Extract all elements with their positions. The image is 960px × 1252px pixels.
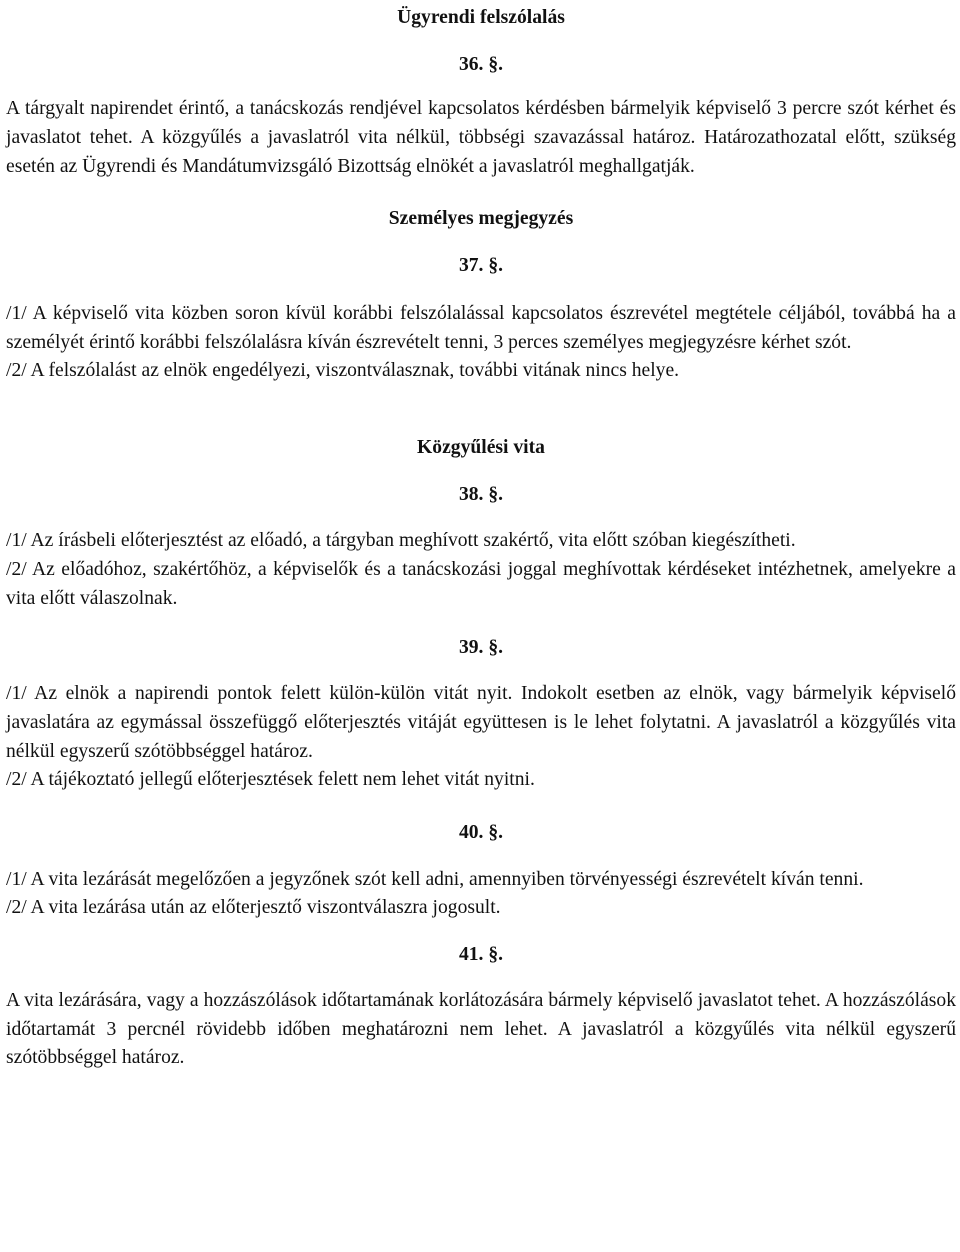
paragraph-37-2: /2/ A felszólalást az elnök engedélyezi, viszontválasznak, további vitának nincs helye.: [6, 360, 680, 382]
paragraph-39-1: /1/ Az elnök a napirendi pontok felett külön-külön vitát nyit. Indokolt esetben az elnök, vagy bármelyik képviselő javaslatára az egymással összefüggő előterjesztés vitáját együttesen is le lehet folytatni. A javaslatról a közgyűlés vita nélkül egyszerű szótöbbséggel határoz.: [6, 683, 956, 762]
paragraph-39-2: /2/ A tájékoztató jellegű előterjesztések felett nem lehet vitát nyitni.: [6, 769, 535, 791]
section-heading-szemelyes-megjegyzes: Személyes megjegyzés: [388, 207, 574, 229]
paragraph-38-2: /2/ Az előadóhoz, szakértőhöz, a képviselők és a tanácskozási joggal meghívottak kérdéseket intézhetnek, amelyekre a vita előtt válaszolnak.: [6, 559, 956, 609]
section-heading-ugyrendi-felszolalas: Ügyrendi felszólalás: [397, 7, 565, 28]
section-number-39: 39. §.: [458, 636, 504, 658]
paragraph-37-1: /1/ A képviselő vita közben soron kívül korábbi felszólalással kapcsolatos észrevétel megtétele céljából, továbbá ha a személyét érintő korábbi felszólalásra kíván észrevételt tenni, 3 perces személyes megjegyzésre kérhet szót.: [6, 302, 956, 353]
section-number-36: 36. §.: [458, 53, 504, 75]
paragraph-40-1: /1/ A vita lezárását megelőzően a jegyzőnek szót kell adni, amennyiben törvényességi észrevételt kíván tenni.: [6, 868, 864, 890]
paragraph-38-1: /1/ Az írásbeli előterjesztést az előadó, a tárgyban meghívott szakértő, vita előtt szóban kiegészítheti.: [6, 530, 796, 552]
section-number-40: 40. §.: [458, 822, 504, 844]
paragraph-40-2: /2/ A vita lezárása után az előterjesztő viszontválaszra jogosult.: [6, 897, 501, 919]
section-number-41: 41. §.: [458, 944, 504, 966]
section-number-37: 37. §.: [458, 255, 504, 277]
document-page: [6, 0, 956, 1073]
paragraph-41: A vita lezárására, vagy a hozzászólások időtartamának korlátozására bármely képviselő javaslatot tehet. A hozzászólások időtartamát 3 percnél rövidebb időben meghatározni nem lehet. A javaslatról a közgyűlés vita nélkül egyszerű szótöbbséggel határoz.: [6, 989, 956, 1069]
section-number-38: 38. §.: [458, 483, 504, 505]
section-heading-kozgyulesi-vita: Közgyűlési vita: [417, 437, 545, 459]
paragraph-36: A tárgyalt napirendet érintő, a tanácskozás rendjével kapcsolatos kérdésben bármelyik képviselő 3 percre szót kérhet és javaslatot tehet. A közgyűlés a javaslatról vita nélkül, többségi szavazással határoz. Határozathozatal előtt, szükség esetén az Ügyrendi és Mandátumvizsgáló Bizottság elnökét a javaslatról meghallgatják.: [6, 98, 956, 177]
